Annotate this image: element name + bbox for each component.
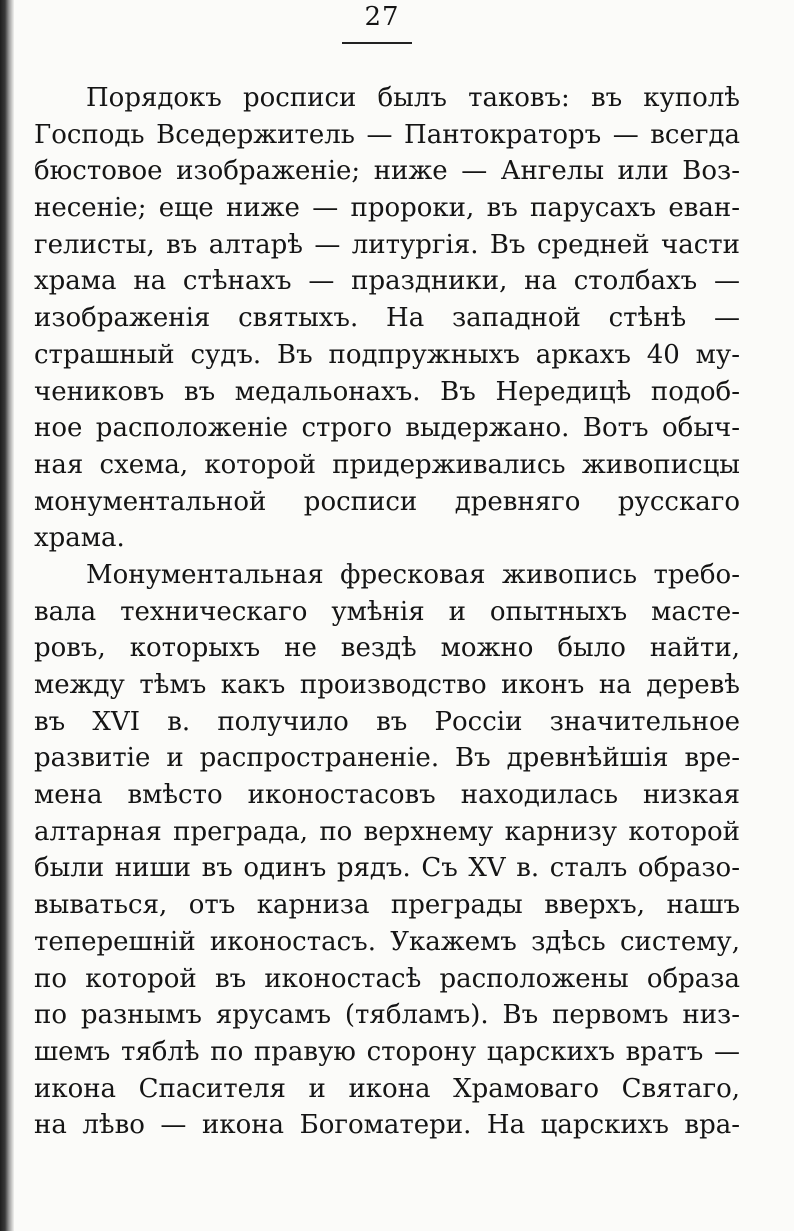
text-line: на лѣво — икона Богоматери. На царскихъ вра-: [34, 1110, 740, 1141]
text-line: Господь Вседержитель — Пантократоръ — всегда: [34, 119, 740, 150]
text-line: гелисты, въ алтарѣ — литургія. Въ средней части: [34, 229, 740, 260]
text-line: несеніе; еще ниже — пророки, въ парусахъ еван-: [34, 193, 740, 224]
page-number: 27: [364, 2, 400, 32]
text-line: въ XVI в. получило въ Россіи значительное: [34, 706, 740, 737]
text-line: ровъ, которыхъ не вездѣ можно было найти,: [34, 633, 740, 664]
text-line: храма на стѣнахъ — праздники, на столбахъ —: [34, 266, 740, 297]
text-line: чениковъ въ медальонахъ. Въ Нередицѣ подоб-: [34, 376, 740, 407]
text-line: теперешній иконостасъ. Укажемъ здѣсь систему,: [34, 926, 740, 957]
text-line: развитіе и распространеніе. Въ древнѣйшія вре-: [34, 743, 740, 774]
paragraph: [34, 80, 740, 557]
text-line: Монументальная фресковая живопись требо-: [86, 559, 740, 590]
text-line: по которой въ иконостасѣ расположены образа: [34, 963, 740, 994]
text-line: Порядокъ росписи былъ таковъ: въ куполѣ: [86, 83, 740, 113]
paragraph: [34, 557, 740, 1144]
text-line: шемъ тяблѣ по правую сторону царскихъ вратъ —: [34, 1036, 740, 1067]
text-line: по разнымъ ярусамъ (тябламъ). Въ первомъ низ-: [34, 1000, 740, 1031]
text-line: икона Спасителя и икона Храмоваго Святаго,: [34, 1073, 740, 1104]
page-number-rule: [342, 42, 412, 44]
text-line: монументальной росписи древняго русскаго: [34, 486, 740, 517]
text-line: ная схема, которой придерживались живописцы: [34, 449, 740, 480]
text-line: вываться, отъ карниза преграды вверхъ, нашъ: [34, 890, 740, 921]
book-spine-shadow: [0, 0, 14, 1231]
text-line: ное расположеніе строго выдержано. Вотъ обыч-: [34, 413, 740, 444]
text-line: бюстовое изображеніе; ниже — Ангелы или Воз-: [34, 156, 740, 187]
text-line: мена вмѣсто иконостасовъ находилась низкая: [34, 780, 740, 811]
text-line: вала техническаго умѣнія и опытныхъ масте-: [34, 596, 740, 627]
text-line: изображенія святыхъ. На западной стѣнѣ —: [34, 303, 740, 334]
text-line: храма.: [34, 523, 125, 554]
text-line: между тѣмъ какъ производство иконъ на деревѣ: [34, 670, 740, 700]
body-text: [34, 80, 740, 1144]
text-line: алтарная преграда, по верхнему карнизу которой: [34, 816, 740, 847]
text-line: страшный судъ. Въ подпружныхъ аркахъ 40 му-: [34, 339, 740, 370]
text-line: были ниши въ одинъ рядъ. Съ XV в. сталъ образо-: [34, 853, 740, 884]
